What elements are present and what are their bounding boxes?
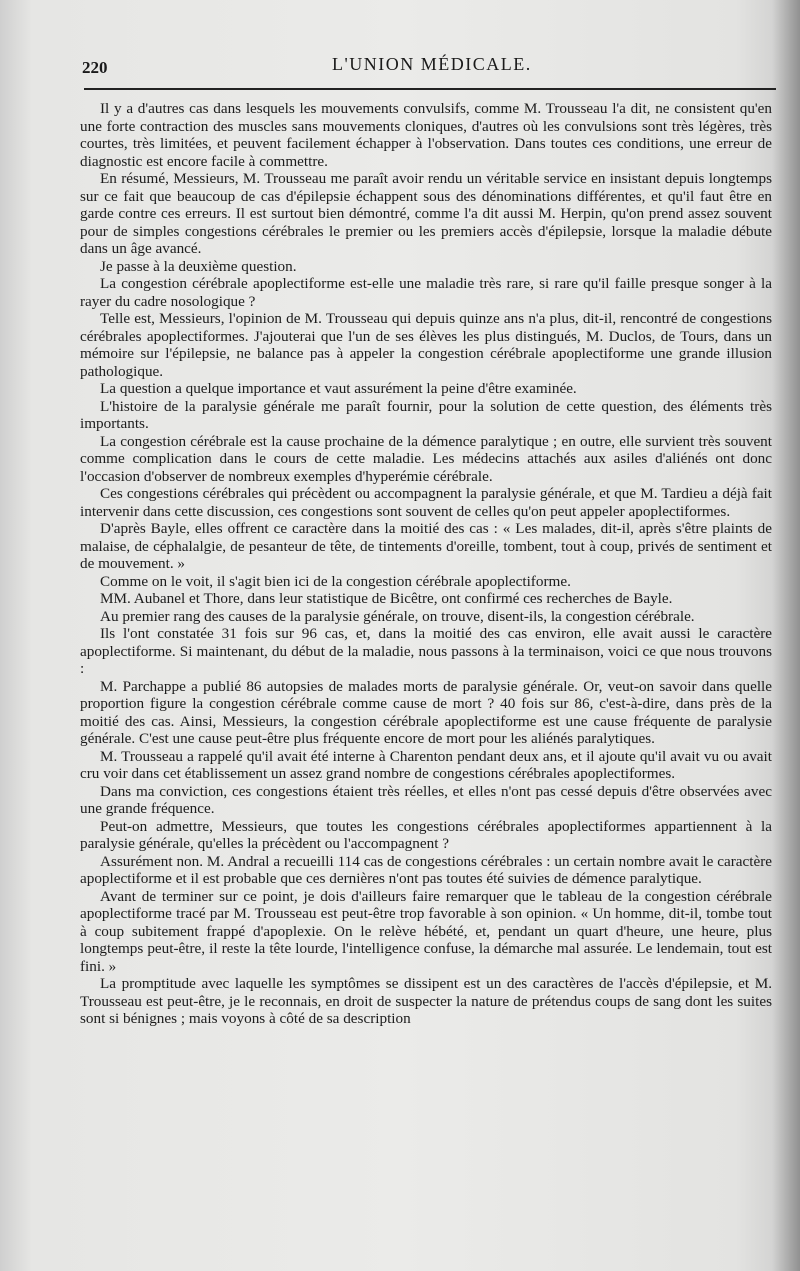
- page-edge-shadow: [772, 0, 800, 1271]
- paragraph: Au premier rang des causes de la paralysie générale, on trouve, disent-ils, la congestion cérébrale.: [100, 607, 695, 625]
- body-text: [80, 100, 772, 1028]
- paragraph: En résumé, Messieurs, M. Trousseau me paraît avoir rendu un véritable service en insistant depuis longtemps sur ce fait que beaucoup de cas d'épilepsie échappent sous des dénominations différentes, et qu'il faut être en garde contre ces erreurs. Il est surtout bien démontré, comme l'a dit aussi M. Herpin, qu'on prend assez souvent pour de simples congestions cérébrales le premier ou les premiers accès d'épilepsie, lorsque la maladie débute dans un âge avancé.: [80, 170, 772, 257]
- running-head: L'UNION MÉDICALE.: [332, 54, 532, 74]
- paragraph: Je passe à la deuxième question.: [100, 257, 297, 275]
- paragraph: M. Parchappe a publié 86 autopsies de malades morts de paralysie générale. Or, veut-on savoir dans quelle proportion figure la congestion cérébrale comme cause de mort ? 40 fois sur 86, c'est-à-dire, dans près de la moitié des cas. Ainsi, Messieurs, la congestion cérébrale apoplectiforme est une cause fréquente de paralysie générale. C'est une cause peut-être plus fréquente encore de mort pour les aliénés paralytiques.: [80, 677, 772, 747]
- paragraph: La promptitude avec laquelle les symptômes se dissipent est un des caractères de l'accès d'épilepsie, et M. Trousseau est peut-être, je le reconnais, en droit de suspecter la nature de prétendus coups de sang dont les suites sont si bénignes ; mais voyons à côté de sa description: [80, 975, 772, 1027]
- paragraph: M. Trousseau a rappelé qu'il avait été interne à Charenton pendant deux ans, et il ajoute qu'il avait vu ou avait cru voir dans cet établissement un assez grand nombre de congestions cérébrales apoplectiformes.: [80, 747, 772, 782]
- paragraph: Telle est, Messieurs, l'opinion de M. Trousseau qui depuis quinze ans n'a plus, dit-il, rencontré de congestions cérébrales apoplectiformes. J'ajouterai que l'un de ses élèves les plus distingués, M. Duclos, de Tours, dans un mémoire sur l'épilepsie, ne balance pas à appeler la congestion cérébrale apoplectiforme une grande illusion pathologique.: [80, 310, 772, 380]
- paragraph: MM. Aubanel et Thore, dans leur statistique de Bicêtre, ont confirmé ces recherches de Bayle.: [100, 590, 673, 607]
- paragraph: Ils l'ont constatée 31 fois sur 96 cas, et, dans la moitié des cas environ, elle avait aussi le caractère apoplectiforme. Si maintenant, du début de la maladie, nous passons à la terminaison, voici ce que nous trouvons :: [80, 625, 772, 677]
- paragraph: D'après Bayle, elles offrent ce caractère dans la moitié des cas : « Les malades, dit-il, après s'être plaints de malaise, de céphalalgie, de pesanteur de tête, de tintements d'oreille, tombent, tout à coup, privés de sentiment et de mouvement. »: [80, 520, 772, 572]
- page-header: [82, 48, 762, 88]
- paragraph: La question a quelque importance et vaut assurément la peine d'être examinée.: [100, 380, 577, 397]
- paragraph: Ces congestions cérébrales qui précèdent ou accompagnent la paralysie générale, et que M. Tardieu a déjà fait intervenir dans cette discussion, ces congestions sont souvent de celles qu'on peut appeler apoplectiformes.: [80, 485, 772, 520]
- page-number: 220: [82, 58, 108, 77]
- paragraph: Dans ma conviction, ces congestions étaient très réelles, et elles n'ont pas cessé depuis d'être observées avec une grande fréquence.: [80, 782, 772, 817]
- paragraph: Avant de terminer sur ce point, je dois d'ailleurs faire remarquer que le tableau de la congestion cérébrale apoplectiforme tracé par M. Trousseau est peut-être trop favorable à son opinion. « Un homme, dit-il, tombe tout à coup subitement frappé d'apoplexie. On le relève hébété, et, pendant un quart d'heure, une heure, plus longtemps peut-être, il reste la tête lourde, l'intelligence confuse, la démarche mal assurée. Le lendemain, tout est fini. »: [80, 887, 772, 975]
- paragraph: Comme on le voit, il s'agit bien ici de la congestion cérébrale apoplectiforme.: [100, 572, 571, 590]
- paragraph: Peut-on admettre, Messieurs, que toutes les congestions cérébrales apoplectiformes appartiennent à la paralysie générale, qu'elles la précèdent ou l'accompagnent ?: [80, 817, 772, 852]
- paragraph: Il y a d'autres cas dans lesquels les mouvements convulsifs, comme M. Trousseau l'a dit, ne consistent qu'en une forte contraction des muscles sans mouvements cloniques, d'autres où les convulsions sont très légères, très courtes, très limitées, et peuvent facilement échapper à l'observation. Dans toutes ces conditions, une erreur de diagnostic est encore facile à commettre.: [80, 100, 772, 170]
- header-rule: [84, 88, 776, 90]
- paragraph: La congestion cérébrale apoplectiforme est-elle une maladie très rare, si rare qu'il faille presque songer à la rayer du cadre nosologique ?: [80, 275, 772, 310]
- paragraph: Assurément non. M. Andral a recueilli 114 cas de congestions cérébrales : un certain nombre avait le caractère apoplectiforme et il est probable que ces dernières n'ont pas toutes été suivies de démence paralytique.: [80, 852, 772, 887]
- paragraph: La congestion cérébrale est la cause prochaine de la démence paralytique ; en outre, elle survient très souvent comme complication dans le cours de cette maladie. Les médecins attachés aux asiles d'aliénés ont donc l'occasion d'observer de nombreux exemples d'hyperémie cérébrale.: [80, 432, 772, 485]
- paragraph: L'histoire de la paralysie générale me paraît fournir, pour la solution de cette question, des éléments très importants.: [80, 397, 772, 432]
